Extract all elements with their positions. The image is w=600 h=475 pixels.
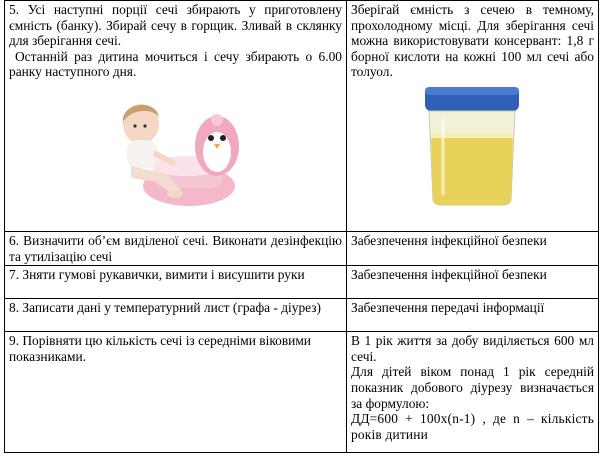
step-5-note: Останній раз дитина мочиться і сечу збирають о 6.00 ранку наступного дня. [9, 48, 342, 80]
step-6-cell: 6. Визначити об’єм виділеної сечі. Виконати дезінфекцію та утилізацію сечі [5, 232, 347, 266]
table-row [5, 299, 599, 332]
storage-note: Зберігай ємність з сечею в темному, прохолодному місці. Для зберігання сечі можна використовувати консервант: 1,8 г борної кислоти на кожні 100 мл сечі або толуол. [351, 2, 594, 80]
step-5-rationale-cell [347, 1, 599, 232]
first-year-note: В 1 рік життя за добу виділяється 600 мл сечі. [351, 333, 594, 364]
step-8-rationale-cell: Забезпечення передачі інформації [347, 299, 599, 332]
urine-container-image [417, 85, 527, 207]
step-5-text: 5. Усі наступні порції сечі збирають у приготовлену ємність (банку). Збирай сечу в горщик. Зливай в склянку для зберігання сечі. [9, 2, 342, 49]
step-6-rationale-cell: Забезпечення інфекційної безпеки [347, 232, 599, 266]
step-7-rationale-cell: Забезпечення інфекційної безпеки [347, 266, 599, 299]
table-row [5, 232, 599, 266]
diuresis-formula: ДД=600 + 100х(n-1) , де n – кількість років дитини [351, 411, 594, 442]
table-row [5, 266, 599, 299]
step-5-cell [5, 1, 347, 232]
table-row [5, 1, 599, 232]
step-9-rationale-cell [347, 332, 599, 453]
procedure-table [4, 0, 599, 453]
child-on-potty-image [97, 94, 257, 212]
step-9-cell: 9. Порівняти цю кількість сечі із середніми віковими показниками. [5, 332, 347, 453]
older-children-note: Для дітей віком понад 1 рік середній показник добового діурезу визначається за формулою: [351, 364, 594, 411]
table-row [5, 332, 599, 453]
step-8-cell: 8. Записати дані у температурний лист (графа - діурез) [5, 299, 347, 332]
step-7-cell: 7. Зняти гумові рукавички, вимити і висушити руки [5, 266, 347, 299]
